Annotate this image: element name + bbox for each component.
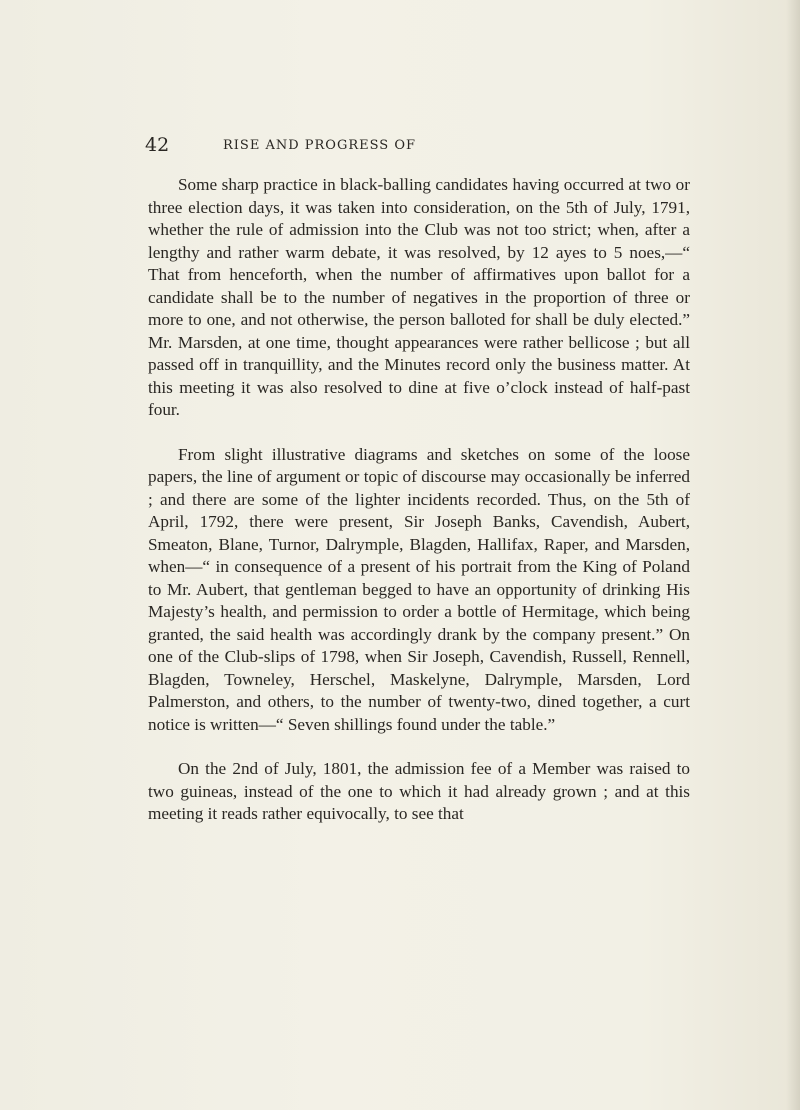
page-number: 42 [145, 134, 170, 156]
running-title: RISE AND PROGRESS OF [223, 138, 417, 153]
body-text [148, 174, 690, 826]
paragraph-1: Some sharp practice in black-balling candidates having occurred at two or three election days, it was taken into consideration, on the 5th of July, 1791, whether the rule of admission into the Club was not too strict; when, after a lengthy and rather warm debate, it was resolved, by 12 ayes to 5 noes,—“ That from henceforth, when the number of affirmatives upon ballot for a candidate shall be to the number of negatives in the proportion of three or more to one, and not otherwise, the person balloted for shall be duly elected.” Mr. Marsden, at one time, thought appearances were rather bellicose ; but all passed off in tranquillity, and the Minutes record only the business matter. At this meeting it was also resolved to dine at five o’clock instead of half-past four. [148, 175, 690, 419]
page-header [145, 134, 685, 156]
paragraph-3: On the 2nd of July, 1801, the admission fee of a Member was raised to two guineas, instead of the one to which it had already grown ; and at this meeting it reads rather equivocally, to see that [148, 759, 690, 823]
paragraph-2: From slight illustrative diagrams and sketches on some of the loose papers, the line of argument or topic of discourse may occasionally be inferred ; and there are some of the lighter incidents recorded. Thus, on the 5th of April, 1792, there were present, Sir Joseph Banks, Cavendish, Aubert, Smeaton, Blane, Turnor, Dalrymple, Blagden, Hallifax, Raper, and Marsden, when—“ in consequence of a present of his portrait from the King of Poland to Mr. Aubert, that gentleman begged to have an opportunity of drinking His Majesty’s health, and permission to order a bottle of Hermitage, which being granted, the said health was accordingly drank by the company present.” On one of the Club-slips of 1798, when Sir Joseph, Cavendish, Russell, Rennell, Blagden, Towneley, Herschel, Maskelyne, Dalrymple, Marsden, Lord Palmerston, and others, to the number of twenty-two, dined together, a curt notice is written—“ Seven shillings found under the table.” [148, 444, 690, 734]
page-edge-shadow [786, 0, 800, 1110]
